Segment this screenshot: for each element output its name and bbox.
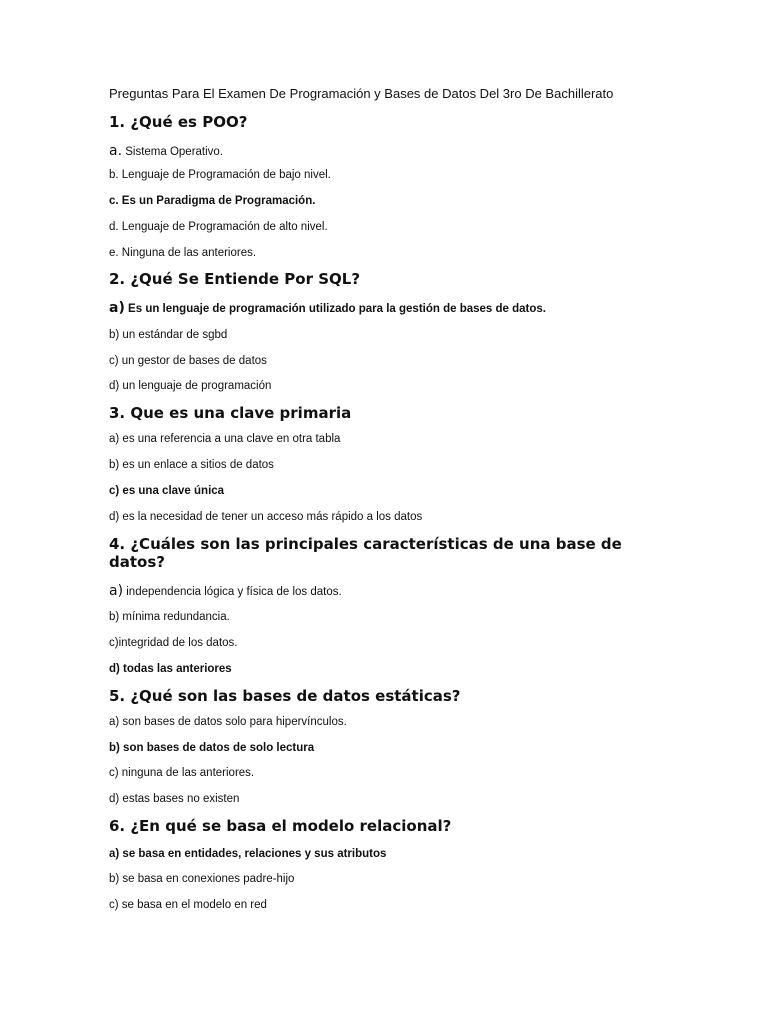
question-4-option-c: c)integridad de los datos. [109, 637, 238, 649]
question-5-option-a: a) son bases de datos solo para hipervínculos. [109, 716, 347, 728]
question-1-heading: 1. ¿Qué es POO? [109, 113, 248, 131]
question-3-heading: 3. Que es una clave primaria [109, 404, 352, 422]
option-prefix: a. [109, 143, 123, 159]
question-6-option-c: c) se basa en el modelo en red [109, 899, 267, 911]
question-5-option-d: d) estas bases no existen [109, 793, 240, 805]
question-1-option-e: e. Ninguna de las anteriores. [109, 247, 257, 259]
option-text: independencia lógica y física de los datos. [123, 586, 342, 598]
document-title: Preguntas Para El Examen De Programación y Bases de Datos Del 3ro De Bachillerato [109, 86, 614, 101]
question-6-option-a-correct: a) se basa en entidades, relaciones y sus atributos [109, 848, 387, 860]
question-4-option-b: b) mínima redundancia. [109, 611, 230, 623]
question-1-option-c-correct: c. Es un Paradigma de Programación. [109, 195, 316, 207]
option-text: Es un lenguaje de programación utilizado para la gestión de bases de datos. [124, 303, 546, 315]
question-2-option-b: b) un estándar de sgbd [109, 329, 228, 341]
question-3-option-b: b) es un enlace a sitios de datos [109, 459, 274, 471]
question-5-option-c: c) ninguna de las anteriores. [109, 767, 255, 779]
question-2-option-c: c) un gestor de bases de datos [109, 355, 267, 367]
option-text: Sistema Operativo. [122, 146, 224, 158]
option-prefix: a) [109, 583, 124, 599]
question-1-option-d: d. Lenguaje de Programación de alto nivel. [109, 221, 328, 233]
question-3-option-d: d) es la necesidad de tener un acceso más rápido a los datos [109, 511, 423, 523]
question-5-heading: 5. ¿Qué son las bases de datos estáticas? [109, 687, 461, 705]
question-1-option-b: b. Lenguaje de Programación de bajo nivel. [109, 169, 331, 181]
question-3-option-c-correct: c) es una clave única [109, 485, 225, 497]
question-4-option-d-correct: d) todas las anteriores [109, 663, 232, 675]
question-2-heading: 2. ¿Qué Se Entiende Por SQL? [109, 270, 361, 288]
question-2-option-a-correct [109, 300, 546, 316]
option-prefix: a) [109, 300, 125, 316]
question-6-heading: 6. ¿En qué se basa el modelo relacional? [109, 817, 452, 835]
question-6-option-b: b) se basa en conexiones padre-hijo [109, 873, 295, 885]
question-4-heading: 4. ¿Cuáles son las principales características de una base de datos? [109, 535, 622, 571]
question-2-option-d: d) un lenguaje de programación [109, 380, 272, 392]
question-3-option-a: a) es una referencia a una clave en otra tabla [109, 433, 341, 445]
question-1-option-a [109, 143, 223, 159]
question-4-option-a [109, 583, 342, 599]
question-5-option-b-correct: b) son bases de datos de solo lectura [109, 742, 315, 754]
